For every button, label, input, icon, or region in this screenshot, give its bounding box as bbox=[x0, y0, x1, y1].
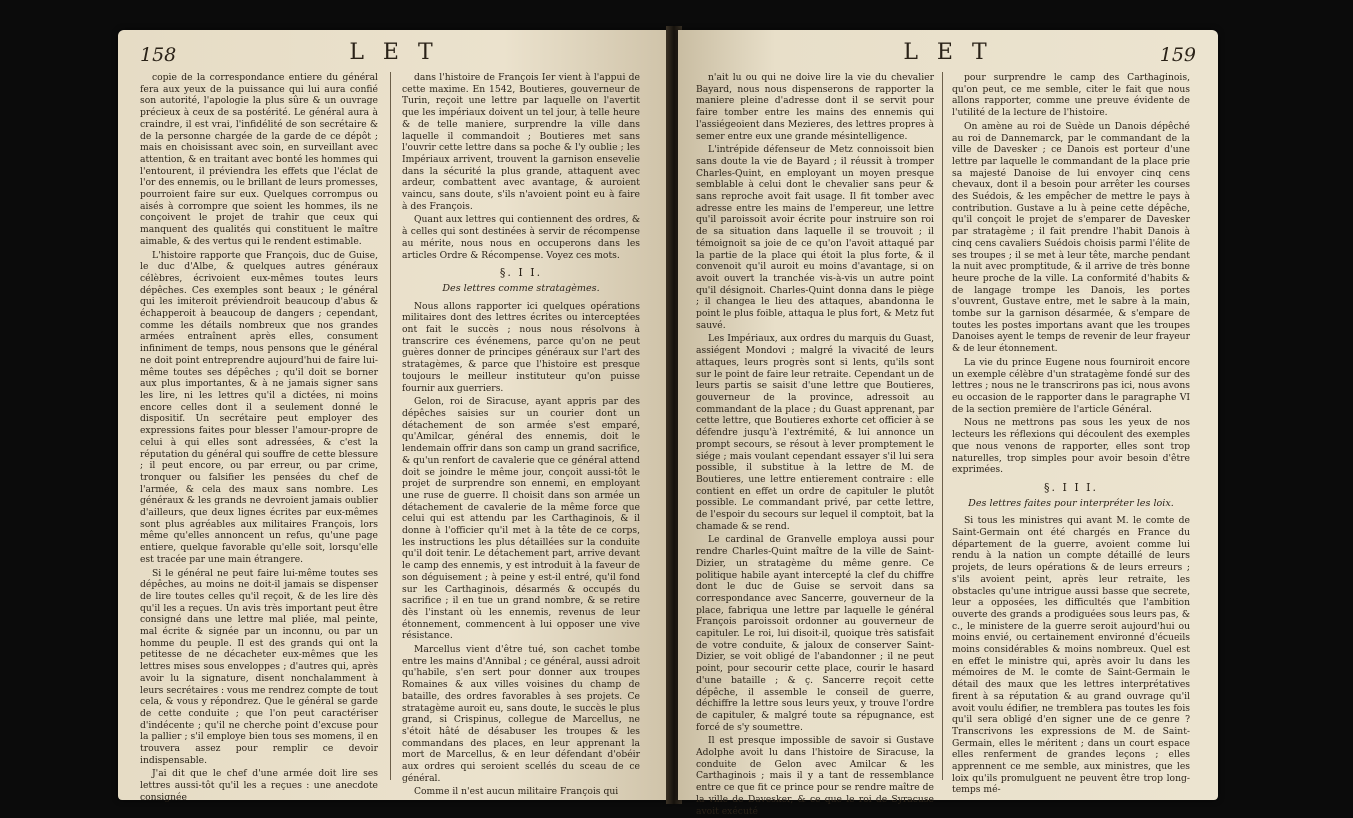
left-page-header bbox=[140, 40, 648, 66]
paragraph: On amène au roi de Suède un Danois dépêché au roi de Dannemarck, par le commandant de la ville de Davesker ; ce Danois est porteur d'une lettre par laquelle le commandant de la place prie sa majesté Danoise de lui envoyer cinq cens chevaux, dont il a besoin pour arrêter les courses des Suédois, & les empêcher de mettre le pays à contribution. Gustave a lu à peine cette dépêche, qu'il conçoit le projet de s'emparer de Davesker par stratagème ; il fait prendre l'habit Danois à cinq cens cavaliers Suédois choisis parmi l'élite de ses troupes ; il se met à leur tête, marche pendant la nuit avec promptitude, & il arrive de très bonne heure proche de la ville. La conformité d'habits & de langage trompe les Danois, les portes s'ouvrent, Gustave entre, met le sabre à la main, tombe sur la garnison désarmée, & s'empare de toutes les postes importans avant que les troupes Danoises ayent le temps de revenir de leur frayeur & de leur étonnement. bbox=[952, 120, 1190, 355]
paragraph: Comme il n'est aucun militaire François qui bbox=[414, 786, 619, 798]
right-column-1 bbox=[696, 72, 934, 817]
right-page-header bbox=[700, 40, 1196, 66]
paragraph: J'ai dit que le chef d'une armée doit lire ses lettres aussi-tôt qu'il les a reçues : une anecdote consignée bbox=[140, 768, 378, 803]
section-title: Des lettres comme stratagèmes. bbox=[442, 282, 600, 294]
left-page bbox=[118, 30, 670, 803]
right-page bbox=[678, 30, 1218, 817]
paragraph: Gelon, roi de Siracuse, ayant appris par des dépêches saisies sur un courier dont un détachement de son armée s'est emparé, qu'Amilcar, général des ennemis, doit le lendemain offrir dans son camp un grand sacrifice, & qu'un renfort de cavalerie que ce général attend doit se joindre le même jour, conçoit aussi-tôt le projet de surprendre son ennemi, en employant une ruse de guerre. Il choisit dans son armée un détachement de cavalerie de la même force que celui qui est attendu par les Carthaginois, & il donne à l'officier qu'il met à la tête de ce corps, les instructions les plus détaillées sur la conduite qu'il doit tenir. Le détachement part, arrive devant le camp des ennemis, y est introduit à la faveur de son déguisement ; à peine y est-il entré, qu'il fond sur les Carthaginois, désarmés & occupés du sacrifice ; il en tue un grand nombre, & se retire dès l'instant où les ennemis, revenus de leur étonnement, commencent à lui opposer une vive résistance. bbox=[402, 396, 640, 642]
paragraph: Le cardinal de Granvelle employa aussi pour rendre Charles-Quint maître de la ville de Saint-Dizier, un stratagème du même genre. Ce politique habile ayant intercepté la clef du chiffre dont le duc de Guise se servoit dans sa correspondance avec Sancerre, gouverneur de la place, fabriqua une lettre par laquelle le général François paroissoit ordonner au gouverneur de capituler. Le roi, lui disoit-il, quoique très satisfait de votre conduite, & jaloux de conserver Saint-Dizier, se voit obligé de l'abandonner ; il ne peut point, pour secourir cette place, courir le hasard d'une bataille ; & ç. Sancerre reçoit cette dépêche, il assemble le conseil de guerre, déchiffre la lettre sous leurs yeux, y trouve l'ordre de capituler, & malgré toute sa répugnance, est forcé de s'y soumettre. bbox=[696, 534, 934, 733]
left-running-head: L E T bbox=[349, 40, 439, 65]
left-column-2 bbox=[402, 72, 640, 798]
right-column-2 bbox=[952, 72, 1190, 796]
paragraph: Nous ne mettrons pas sous les yeux de nos lecteurs les réflexions qui découlent des exemples que nous venons de rapporter, elles sont trop naturelles, trop simples pour avoir besoin d'être exprimées. bbox=[952, 417, 1190, 476]
paragraph: pour surprendre le camp des Carthaginois, qu'on peut, ce me semble, citer le fait que nous allons rapporter, comme une preuve évidente de l'utilité de la lecture de l'histoire. bbox=[952, 72, 1190, 119]
paragraph: La vie du prince Eugene nous fourniroit encore un exemple célèbre d'un stratagème fondé sur des lettres ; nous ne le transcrirons pas ici, nous avons eu occasion de le rapporter dans le paragraphe VI de la section première de l'article Général. bbox=[952, 356, 1190, 415]
paragraph: copie de la correspondance entiere du général fera aux yeux de la puissance qui lui aura confié son autorité, l'apologie la plus sûre & un ouvrage précieux à ceux de sa postérité. Le général aura à craindre, il est vrai, l'infidélité de son secrétaire & de la personne chargée de la garde de ce dépôt ; mais en choisissant avec soin, en surveillant avec attention, & en traitant avec bonté les hommes qui l'entourent, il préviendra les effets que l'éclat de l'or des ennemis, ou le brillant de leurs promesses, pourroient faire sur eux. Quelques corrompus ou aisés à corrompre que soient les hommes, ils ne conçoivent le projet de trahir que ceux qui manquent des qualités qui constituent le maître aimable, & des vertus qui le rendent estimable. bbox=[140, 72, 378, 247]
right-running-head: L E T bbox=[903, 40, 993, 65]
column-divider bbox=[390, 72, 391, 780]
paragraph: Marcellus vient d'être tué, son cachet tombe entre les mains d'Annibal ; ce général, aussi adroit qu'habile, s'en sert pour donner aux troupes Romaines & aux villes voisines du champ de bataille, des ordres favorables à ses projets. Ce stratagème auroit eu, sans doute, le succès le plus grand, si Crispinus, collegue de Marcellus, ne s'étoit hâté de désabuser les troupes & les commandans des places, en leur apprenant la mort de Marcellus, & en leur défendant d'obéir aux ordres qui seroient scellés du sceau de ce général. bbox=[402, 644, 640, 784]
paragraph: L'intrépide défenseur de Metz connoissoit bien sans doute la vie de Bayard ; il réussit à tromper Charles-Quint, en employant un moyen presque semblable à celui dont le chevalier sans peur & sans reproche avoit fait usage. Il fit tomber avec adresse entre les mains de l'empereur, une lettre qu'il paroissoit avoir écrite pour instruire son roi de sa situation dans laquelle il se trouvoit ; il témoignoit sa joie de ce qu'on l'avoit attaqué par la partie de la place qui étoit la plus forte, & il convenoit qu'il auroit eu moins d'avantage, si on avoit ouvert la tranchée vis-à-vis un autre point qu'il désignoit. Charles-Quint donna dans le piège ; il changea le lieu des attaques, abandonna le point le plus foible, attaqua le plus fort, & Metz fut sauvé. bbox=[696, 144, 934, 331]
right-page-number: 159 bbox=[1159, 44, 1196, 66]
left-page-number: 158 bbox=[140, 44, 177, 66]
left-column-1 bbox=[140, 72, 379, 803]
paragraph: Les Impériaux, aux ordres du marquis du Guast, assiégent Mondovi ; malgré la vivacité de leurs attaques, leurs progrès sont si lents, qu'ils sont sur le point de faire leur retraite. Cependant un de leurs partis se saisit d'une lettre que Boutieres, gouverneur de la province, adressoit au commandant de la place ; du Guast apprenant, par cette lettre, que Boutieres exhorte cet officier à se défendre jusqu'à l'extrémité, & lui annonce un prompt secours, se résout à lever promptement le siége ; mais voulant cependant essayer s'il lui sera possible, il substitue à la lettre de M. de Boutieres, une lettre entierement contraire : elle contient en effet un ordre de capituler le plutôt possible. Le commandant privé, par cette lettre, de l'espoir du secours sur lequel il comptoit, bat la chamade & se rend. bbox=[696, 333, 934, 532]
paragraph: Quant aux lettres qui contiennent des ordres, & à celles qui sont destinées à servir de récompense au mérite, nous nous en occuperons dans les articles Ordre & Récompense. Voyez ces mots. bbox=[402, 214, 640, 261]
paragraph: Si le général ne peut faire lui-même toutes ses dépêches, au moins ne doit-il jamais se dispenser de lire toutes celles qu'il reçoit, & de les lire dès qu'il les a reçues. Un avis très important peut être consigné dans une lettre mal pliée, mal peinte, mal écrite & signée par un inconnu, ou par un homme du peuple. Il est des grands qui ont la petitesse de ne décacheter eux-mêmes que les lettres mises sous enveloppes ; d'autres qui, après avoir lu la signature, disent nonchalamment à leurs secrétaires : vous me rendrez compte de tout cela, & vous y répondrez. Que le général se garde de cette conduite ; que l'on peut caractériser d'indécente ; qu'il ne cherche point d'excuse pour la pallier ; s'il employe bien tous ses momens, il en trouvera assez pour remplir ce devoir indispensable. bbox=[140, 567, 378, 766]
section-number: §. I I. bbox=[499, 266, 543, 280]
section-title: Des lettres faites pour interpréter les loix. bbox=[968, 497, 1174, 509]
paragraph: L'histoire rapporte que François, duc de Guise, le duc d'Albe, & quelques autres généraux célèbres, écrivoient eux-mêmes toutes leurs dépêches. Ces exemples sont beaux ; le général qui les imiteroit préviendroit beaucoup d'abus & échapperoit à beaucoup de dangers ; cependant, comme les détails nombreux que nos grandes armées entraînent après elles, consument infiniment de temps, nous pensons que le général ne doit point entreprendre aujourd'hui de faire lui-même toutes ses dépêches ; qu'il doit se borner aux plus importantes, & à ne jamais signer sans les lire, ni les lettres qu'il a dictées, ni moins encore celles dont il a seulement donné le dispositif. Un secrétaire peut employer des expressions faites pour blesser l'amour-propre de celui à qui elles sont adressées, & c'est la réputation du général qui souffre de cette blessure ; il peut encore, ou par erreur, ou par crime, tronquer ou falsifier les pensées du chef de l'armée, & cela des maux sans nombre. Les généraux & les grands ne devroient jamais oublier d'ailleurs, que deux lignes écrites par eux-mêmes sont plus agréables aux militaires François, lors même qu'elles annoncent un refus, qu'une page entiere, quelque favorable qu'elle soit, lorsqu'elle est tracée par une main étrangere. bbox=[140, 249, 379, 565]
paragraph: Il est presque impossible de savoir si Gustave Adolphe avoit lu dans l'histoire de Siracuse, la conduite de Gelon avec Amilcar & les Carthaginois ; mais il y a tant de ressemblance entre ce que fit ce prince pour se rendre maître de la ville de Davesker, & ce que le roi de Syracuse avoit exécuté bbox=[696, 735, 934, 817]
column-divider bbox=[942, 72, 943, 780]
paragraph: dans l'histoire de François Ier vient à l'appui de cette maxime. En 1542, Boutieres, gouverneur de Turin, reçoit une lettre par laquelle on l'avertit que les impériaux doivent un tel jour, à telle heure & de telle maniere, surprendre la ville dans laquelle il commandoit ; Boutieres met sans l'ouvrir cette lettre dans sa poche & l'y oublie ; les Impériaux arrivent, trouvent la garnison ensevelie dans la sécurité la plus grande, attaquent avec ardeur, combattent avec avantage, & auroient vaincu, sans doute, s'ils n'avoient point eu à faire à des François. bbox=[402, 72, 640, 212]
paragraph: Nous allons rapporter ici quelques opérations militaires dont des lettres écrites ou interceptées ont fait le succès ; nous nous résolvons à transcrire ces événemens, parce qu'on ne peut guères donner de principes généraux sur l'art des stratagèmes, & parce que l'histoire est presque toujours le meilleur instituteur qu'on puisse fournir aux guerriers. bbox=[402, 300, 640, 394]
paragraph: Si tous les ministres qui avant M. le comte de Saint-Germain ont été chargés en France du département de la guerre, avoient comme lui rendu à la nation un compte détaillé de leurs projets, de leurs opérations & de leurs erreurs ; s'ils avoient peint, après leur retraite, les obstacles qu'une intrigue aussi basse que secrete, leur a opposées, les difficultés que l'ambition ouverte des grands a prodiguées sous leurs pas, & c., le ministere de la guerre seroit aujourd'hui ou moins envié, ou certainement environné d'écueils moins considérables & moins nombreux. Quel est en effet le ministre qui, après avoir lu dans les mémoires de M. le comte de Saint-Germain le détail des maux que les lettres interprétatives firent à sa réputation & au grand ouvrage qu'il avoit voulu édifier, ne tremblera pas toutes les fois qu'il sera obligé d'en signer une de ce genre ? Transcrivons les expressions de M. de Saint-Germain, elles le méritent ; dans un court espace elles renferment de grandes leçons ; elles apprennent ce me semble, aux ministres, que les loix qu'ils promulguent ne peuvent être trop long-temps mé- bbox=[952, 515, 1190, 796]
paragraph: n'ait lu ou qui ne doive lire la vie du chevalier Bayard, nous nous dispenserons de rapporter la maniere pleine d'adresse dont il se servit pour faire tomber entre les mains des ennemis qui l'assiégeoient dans Mezieres, des lettres propres à semer entre eux une grande mésintelligence. bbox=[696, 72, 934, 142]
section-number: §. I I I. bbox=[1043, 480, 1099, 494]
